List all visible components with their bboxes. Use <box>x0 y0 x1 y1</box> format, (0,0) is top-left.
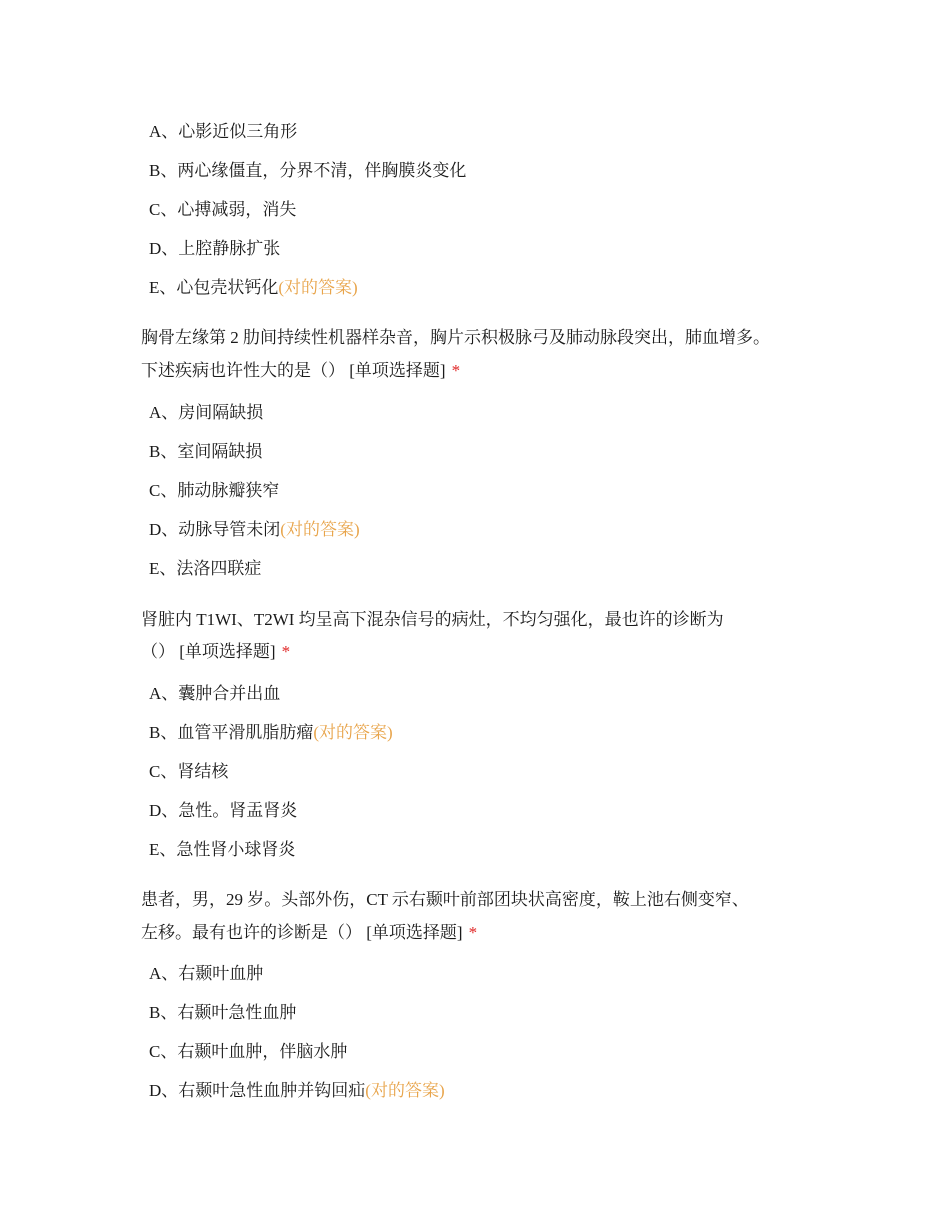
option-b[interactable] <box>149 1002 296 1024</box>
option-text: D、上腔静脉扩张 <box>149 239 281 258</box>
option-d[interactable] <box>149 1080 445 1102</box>
correct-answer-mark: (对的答案) <box>280 520 360 539</box>
correct-answer-mark: (对的答案) <box>313 723 393 742</box>
option-text: D、动脉导管未闭 <box>149 520 281 539</box>
option-a[interactable] <box>149 402 263 424</box>
option-c[interactable] <box>149 199 296 221</box>
option-text: A、心影近似三角形 <box>149 122 298 141</box>
option-b[interactable] <box>149 441 262 463</box>
option-c[interactable] <box>149 480 279 502</box>
option-text: A、右颞叶血肿 <box>149 964 264 983</box>
option-e[interactable] <box>149 277 358 299</box>
option-d[interactable] <box>149 519 360 541</box>
option-a[interactable] <box>149 121 297 143</box>
option-text: E、急性肾小球肾炎 <box>149 840 296 859</box>
option-b[interactable] <box>149 722 393 744</box>
required-star: * <box>451 361 461 380</box>
option-text: C、心搏减弱，消失 <box>149 200 297 219</box>
question-text-line <box>141 360 841 382</box>
option-a[interactable] <box>149 683 280 705</box>
option-text: D、急性。肾盂肾炎 <box>149 801 298 820</box>
option-text: D、右颞叶急性血肿并钩回疝 <box>149 1081 366 1100</box>
option-text: C、右颞叶血肿，伴脑水肿 <box>149 1042 348 1061</box>
question-text-line <box>141 641 841 663</box>
question-text: （） [单项选择题] <box>141 642 276 661</box>
required-star: * <box>468 923 478 942</box>
question-text: 左移。最有也许的诊断是（） [单项选择题] <box>141 923 463 942</box>
question-text-line: 患者，男，29 岁。头部外伤，CT 示右颞叶前部团块状高密度，鞍上池右侧变窄、 <box>141 890 749 909</box>
option-text: C、肺动脉瓣狭窄 <box>149 481 280 500</box>
question-text-line: 胸骨左缘第 2 肋间持续性机器样杂音，胸片示积极脉弓及肺动脉段突出，肺血增多。 <box>141 328 770 347</box>
option-d[interactable] <box>149 238 280 260</box>
question-text: 下述疾病也许性大的是（） [单项选择题] <box>141 361 446 380</box>
correct-answer-mark: (对的答案) <box>365 1081 445 1100</box>
question-text-line: 肾脏内 T1WI、T2WI 均呈高下混杂信号的病灶，不均匀强化，最也许的诊断为 <box>141 610 724 629</box>
option-c[interactable] <box>149 761 228 783</box>
option-d[interactable] <box>149 800 297 822</box>
option-text: E、心包壳状钙化 <box>149 278 279 297</box>
correct-answer-mark: (对的答案) <box>278 278 358 297</box>
option-text: E、法洛四联症 <box>149 559 262 578</box>
option-text: B、右颞叶急性血肿 <box>149 1003 297 1022</box>
option-text: A、囊肿合并出血 <box>149 684 281 703</box>
option-a[interactable] <box>149 963 263 985</box>
option-c[interactable] <box>149 1041 347 1063</box>
option-text: B、两心缘僵直，分界不清，伴胸膜炎变化 <box>149 161 467 180</box>
option-text: B、室间隔缺损 <box>149 442 263 461</box>
option-b[interactable] <box>149 160 466 182</box>
option-text: B、血管平滑肌脂肪瘤 <box>149 723 314 742</box>
option-e[interactable] <box>149 558 261 580</box>
option-text: A、房间隔缺损 <box>149 403 264 422</box>
question-text-line <box>141 922 841 944</box>
option-e[interactable] <box>149 839 295 861</box>
required-star: * <box>281 642 291 661</box>
option-text: C、肾结核 <box>149 762 229 781</box>
